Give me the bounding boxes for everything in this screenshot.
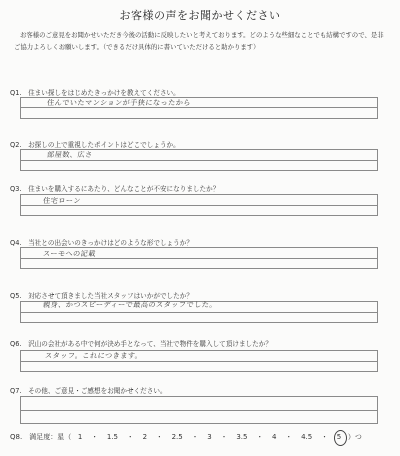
satisfaction-rating	[10, 432, 395, 442]
rating-option-4-5: 4.5	[301, 433, 313, 441]
rating-separator: ・	[220, 433, 228, 441]
rating-option-5: 5	[336, 433, 342, 441]
question-3-label: Q3. 住まいを購入するにあたり、どんなことが不安になりましたか？	[10, 185, 220, 193]
question-7-label: Q7. その他、ご意見・ご感想をお聞かせください。	[10, 387, 167, 395]
rating-separator: ・	[91, 433, 99, 441]
rating-separator: ・	[191, 433, 199, 441]
rating-option-4: 4	[272, 433, 277, 441]
answer-3-text: 住宅ローン	[42, 196, 82, 205]
rating-separator: ・	[256, 433, 264, 441]
rating-label: Q8. 満足度：星（	[10, 433, 72, 441]
rating-separator: ・	[285, 433, 293, 441]
rating-close: ）つ	[347, 433, 362, 441]
rating-option-1: 1	[77, 433, 83, 441]
answer-1-text: 住んでいたマンションが手狭になったから	[46, 98, 192, 107]
rating-option-1-5: 1.5	[106, 433, 118, 441]
question-6-label: Q6. 沢山の会社がある中で何が決め手となって、当社で物件を購入して頂けましたか？	[10, 340, 272, 348]
question-4-label: Q4. 当社との出会いのきっかけはどのような形でしょうか？	[10, 239, 193, 247]
answer-box-7	[20, 396, 378, 424]
answer-box-5	[20, 301, 378, 323]
rating-separator: ・	[155, 433, 163, 441]
answer-6-text: スタッフ。これにつきます。	[44, 351, 143, 360]
answer-box-3	[20, 194, 378, 216]
answer-5-text: 親身、かつスピーディーで最高のスタッフでした。	[42, 300, 218, 309]
rating-option-2-5: 2.5	[171, 433, 183, 441]
answer-4-text: スーモへの記載	[42, 249, 97, 258]
rating-separator: ・	[126, 433, 134, 441]
question-5-label: Q5. 対応させて頂きました当社スタッフはいかがでしたか？	[10, 292, 193, 300]
page-title: お客様の声をお聞かせください	[119, 9, 281, 22]
rating-option-2: 2	[142, 433, 148, 441]
rating-option-3-5: 3.5	[236, 433, 248, 441]
intro-text: お客様のご意見をお聞かせいただき今後の活動に反映したいと考えております。どのような些細なことでも結構ですので、是非ご協力よろしくお願いします。（できるだけ具体的に書いていただけると助かります）	[14, 31, 384, 52]
answer-box-6	[20, 350, 378, 372]
answer-box-2	[20, 149, 378, 171]
answer-2-text: 部屋数、広さ	[46, 150, 94, 159]
rating-options	[73, 432, 345, 442]
rating-separator: ・	[320, 433, 328, 441]
question-2-label: Q2. お探しの上で重視したポイントはどこでしょうか。	[10, 141, 180, 149]
answer-box-4	[20, 247, 378, 269]
answer-box-1	[20, 97, 378, 119]
question-1-label: Q1. 住まい探しをはじめたきっかけを教えてください。	[10, 89, 180, 97]
rating-option-3: 3	[207, 433, 212, 441]
